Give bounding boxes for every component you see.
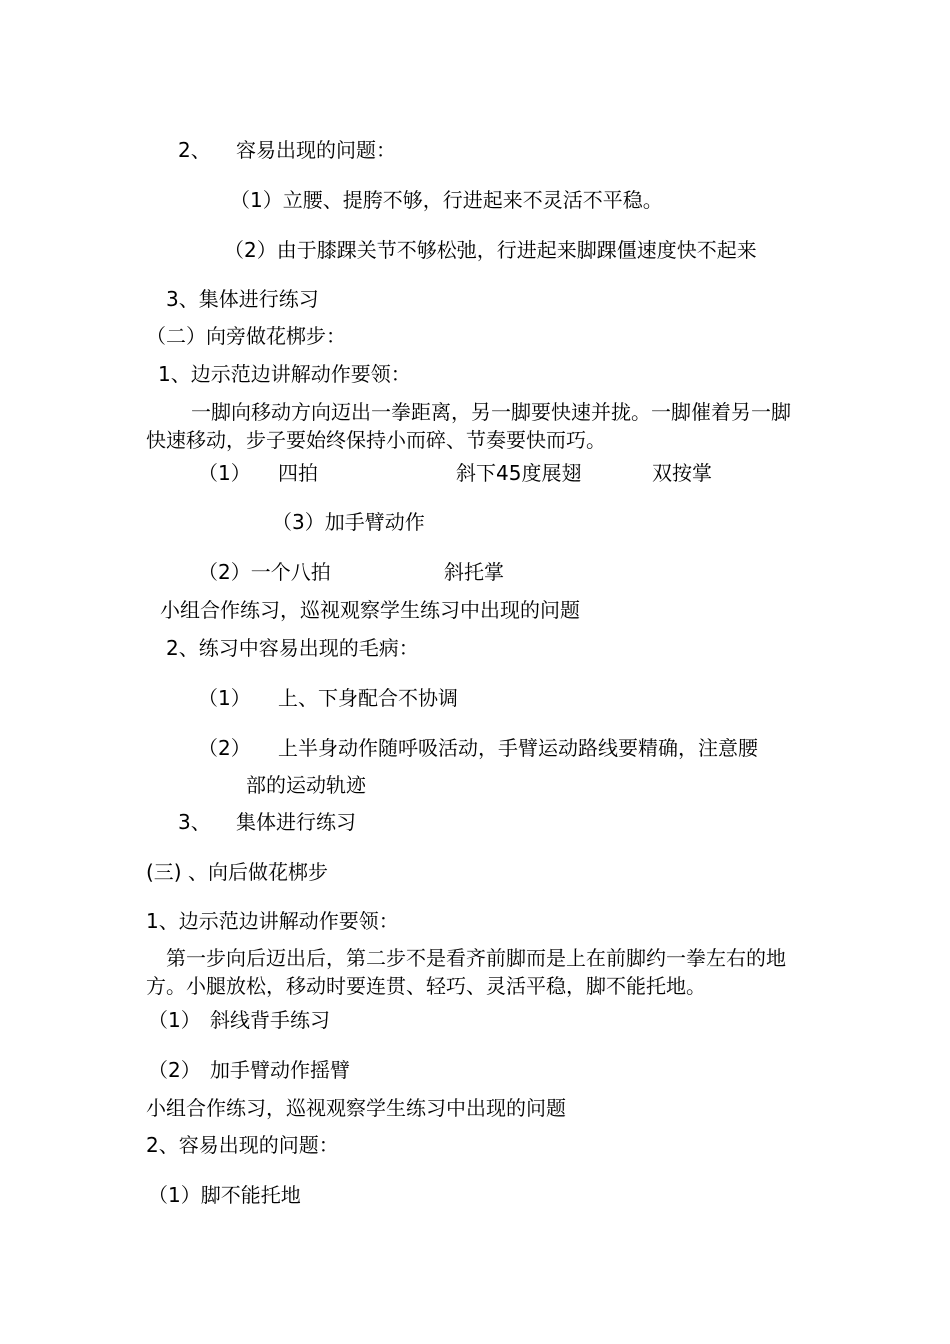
demo-heading-2: 1、边示范边讲解动作要领： (158, 362, 411, 386)
item-text: 上、下身配合不协调 (278, 686, 458, 710)
item-number: （1） (198, 461, 251, 485)
group-exercise-1: 小组合作练习，巡视观察学生练习中出现的问题 (160, 598, 580, 622)
item-number: （1） (148, 1008, 201, 1032)
item-text: 斜线背手练习 (210, 1008, 330, 1032)
demo-heading-3: 1、边示范边讲解动作要领： (146, 909, 399, 933)
item-text: 集体进行练习 (236, 810, 356, 834)
count-label: （2）一个八拍 (198, 560, 331, 584)
paragraph-back-step: 第一步向后迈出后，第二步不是看齐前脚而是上在前脚约一拳左右的地方。小腿放松，移动时要连贯、轻巧、灵活平稳，脚不能托地。 (146, 946, 786, 998)
item-number: （2） (198, 736, 251, 760)
item-text: 容易出现的问题： (236, 138, 396, 162)
item-text: 上半身动作随呼吸活动，手臂运动路线要精确，注意腰 (278, 736, 758, 760)
palm-label: 双按掌 (652, 461, 712, 485)
group-practice-1: 3、集体进行练习 (166, 287, 319, 311)
problem-item-1: （1）立腰、提胯不够，行进起来不灵活不平稳。 (230, 188, 663, 212)
problem-item-2: （2）由于膝踝关节不够松弛，行进起来脚踝僵速度快不起来 (224, 238, 757, 262)
section-heading-3: (三) 、向后做花梆步 (146, 860, 328, 884)
item-text: 加手臂动作摇臂 (210, 1058, 350, 1082)
count-label: 四拍 (278, 461, 318, 485)
problems-heading-3: 2、容易出现的问题： (146, 1133, 339, 1157)
fault-item-2-continued: 部的运动轨迹 (246, 773, 366, 797)
paragraph-side-step: 一脚向移动方向迈出一拳距离，另一脚要快速并拢。一脚催着另一脚快速移动，步子要始终保持小而碎、节奏要快而巧。 (146, 400, 791, 452)
item-number: 2、 (178, 138, 211, 162)
item-number: 3、 (178, 810, 211, 834)
problem-item-3: （1）脚不能托地 (148, 1183, 301, 1207)
group-exercise-2: 小组合作练习，巡视观察学生练习中出现的问题 (146, 1096, 566, 1120)
wing-label: 斜下45度展翅 (456, 461, 582, 485)
arm-movement-item: （3）加手臂动作 (272, 510, 425, 534)
item-number: （1） (198, 686, 251, 710)
section-heading-2: （二）向旁做花梆步： (146, 324, 346, 348)
palm-label: 斜托掌 (444, 560, 504, 584)
faults-heading: 2、练习中容易出现的毛病： (166, 636, 419, 660)
item-number: （2） (148, 1058, 201, 1082)
